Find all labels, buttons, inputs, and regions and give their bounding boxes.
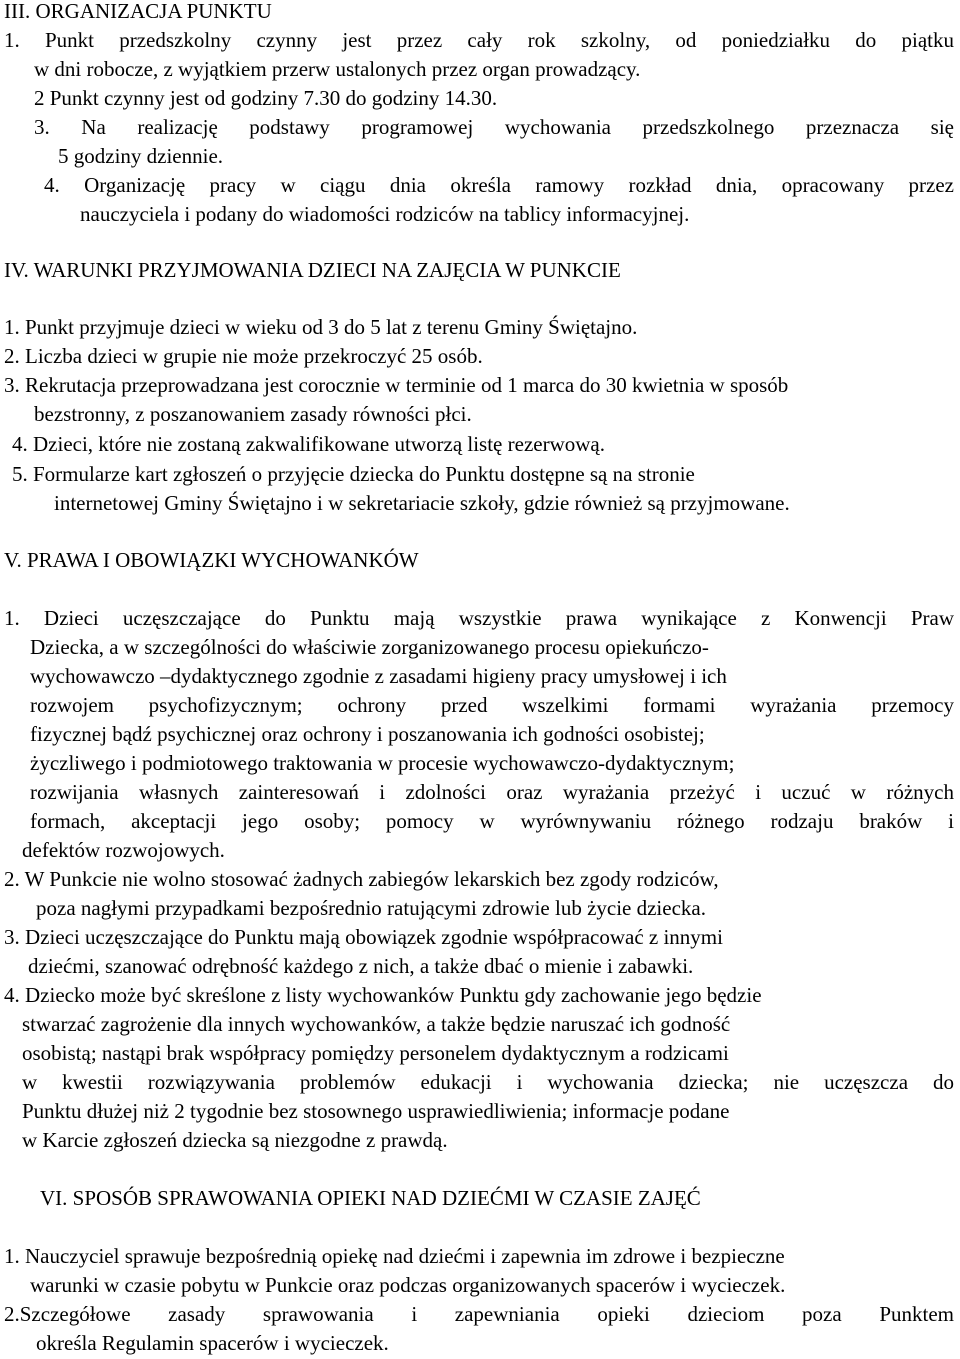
- section-6-line: określa Regulamin spacerów i wycieczek.: [36, 1331, 389, 1355]
- section-3-line: 3. Na realizację podstawy programowej wychowania przedszkolnego przeznacza się: [34, 115, 954, 139]
- section-5-line: formach, akceptacji jego osoby; pomocy w wyrównywaniu różnego rodzaju braków i: [30, 809, 954, 833]
- section-3-line: 2 Punkt czynny jest od godziny 7.30 do godziny 14.30.: [34, 86, 498, 110]
- section-4-line: bezstronny, z poszanowaniem zasady równości płci.: [34, 402, 472, 426]
- section-6-line: 1. Nauczyciel sprawuje bezpośrednią opiekę nad dziećmi i zapewnia im zdrowe i bezpieczne: [4, 1244, 785, 1268]
- section-4-line: 4. Dzieci, które nie zostaną zakwalifikowane utworzą listę rezerwową.: [12, 432, 605, 456]
- section-3-line: 1. Punkt przedszkolny czynny jest przez cały rok szkolny, od poniedziałku do piątku: [4, 28, 954, 52]
- section-5-line: stwarzać zagrożenie dla innych wychowanków, a także będzie naruszać ich godność: [22, 1012, 731, 1036]
- section-5-line: poza nagłymi przypadkami bezpośrednio ratującymi zdrowie lub życie dziecka.: [36, 896, 706, 920]
- section-5-line: osobistą; nastąpi brak współpracy pomiędzy personelem dydaktycznym a rodzicami: [22, 1041, 729, 1065]
- section-6-line: 2.Szczegółowe zasady sprawowania i zapewniania opieki dzieciom poza Punktem: [4, 1302, 954, 1326]
- section-5-line: rozwojem psychofizycznym; ochrony przed wszelkimi formami wyrażania przemocy: [30, 693, 954, 717]
- section-3-line: nauczyciela i podany do wiadomości rodziców na tablicy informacyjnej.: [80, 202, 690, 226]
- section-5-line: 3. Dzieci uczęszczające do Punktu mają obowiązek zgodnie współpracować z innymi: [4, 925, 723, 949]
- section-5-heading: V. PRAWA I OBOWIĄZKI WYCHOWANKÓW: [4, 548, 419, 572]
- section-5-line: Punktu dłużej niż 2 tygodnie bez stosownego usprawiedliwienia; informacje podane: [22, 1099, 730, 1123]
- section-5-line: fizycznej bądź psychicznej oraz ochrony i poszanowania ich godności osobistej;: [30, 722, 705, 746]
- section-6-heading: VI. SPOSÓB SPRAWOWANIA OPIEKI NAD DZIEĆMI W CZASIE ZAJĘĆ: [40, 1186, 701, 1210]
- section-4-heading: IV. WARUNKI PRZYJMOWANIA DZIECI NA ZAJĘCIA W PUNKCIE: [4, 258, 621, 282]
- section-5-line: w Karcie zgłoszeń dziecka są niezgodne z prawdą.: [22, 1128, 448, 1152]
- section-6-line: warunki w czasie pobytu w Punkcie oraz podczas organizowanych spacerów i wycieczek.: [30, 1273, 786, 1297]
- section-3-heading: III. ORGANIZACJA PUNKTU: [4, 0, 272, 23]
- section-5-line: życzliwego i podmiotowego traktowania w procesie wychowawczo-dydaktycznym;: [30, 751, 735, 775]
- section-4-line: 1. Punkt przyjmuje dzieci w wieku od 3 do 5 lat z terenu Gminy Świętajno.: [4, 315, 638, 339]
- section-5-line: w kwestii rozwiązywania problemów edukacji i wychowania dziecka; nie uczęszcza do: [22, 1070, 954, 1094]
- section-5-line: dziećmi, szanować odrębność każdego z nich, a także dbać o mienie i zabawki.: [28, 954, 694, 978]
- section-3-line: 5 godziny dziennie.: [58, 144, 224, 168]
- section-4-line: 2. Liczba dzieci w grupie nie może przekroczyć 25 osób.: [4, 344, 483, 368]
- section-3-line: w dni robocze, z wyjątkiem przerw ustalonych przez organ prowadzący.: [34, 57, 641, 81]
- section-5-line: defektów rozwojowych.: [22, 838, 225, 862]
- section-5-line: rozwijania własnych zainteresowań i zdolności oraz wyrażania przeżyć i uczuć w różnych: [30, 780, 954, 804]
- section-5-line: Dziecka, a w szczególności do właściwie zorganizowanego procesu opiekuńczo-: [30, 635, 709, 659]
- section-5-line: 2. W Punkcie nie wolno stosować żadnych zabiegów lekarskich bez zgody rodziców,: [4, 867, 719, 891]
- section-5-line: 4. Dziecko może być skreślone z listy wychowanków Punktu gdy zachowanie jego będzie: [4, 983, 762, 1007]
- section-4-line: internetowej Gminy Świętajno i w sekretariacie szkoły, gdzie również są przyjmowane.: [54, 491, 790, 515]
- section-3-line: 4. Organizację pracy w ciągu dnia określa ramowy rozkład dnia, opracowany przez: [44, 173, 954, 197]
- section-5-line: wychowawczo –dydaktycznego zgodnie z zasadami higieny pracy umysłowej i ich: [30, 664, 727, 688]
- section-4-line: 3. Rekrutacja przeprowadzana jest corocznie w terminie od 1 marca do 30 kwietnia w sposób: [4, 373, 789, 397]
- section-4-line: 5. Formularze kart zgłoszeń o przyjęcie dziecka do Punktu dostępne są na stronie: [12, 462, 695, 486]
- section-5-line: 1. Dzieci uczęszczające do Punktu mają wszystkie prawa wynikające z Konwencji Praw: [4, 606, 954, 630]
